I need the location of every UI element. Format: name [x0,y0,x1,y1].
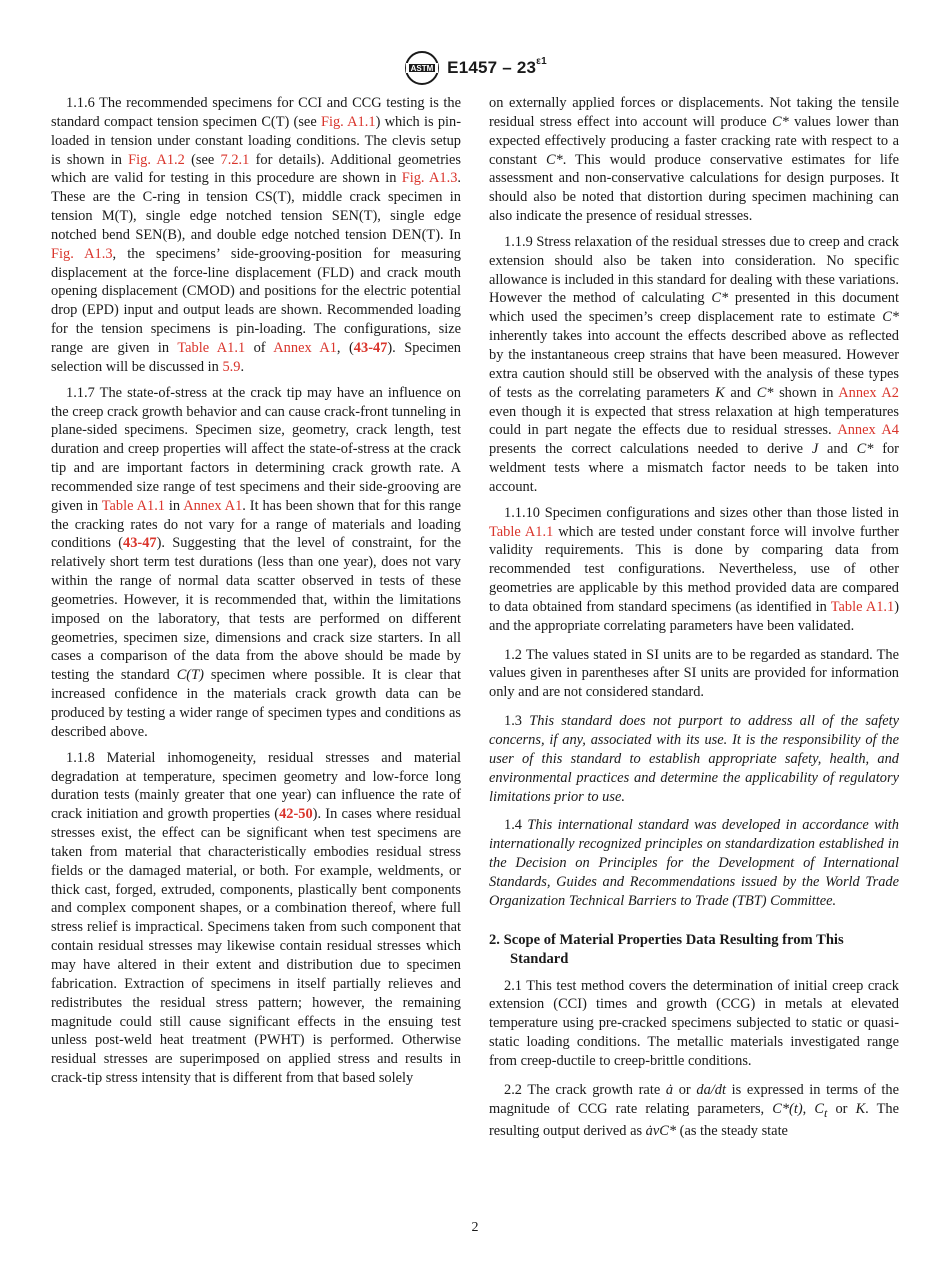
left-column [51,94,461,1088]
text: and [818,441,857,458]
text: 1.1.7 The state-of-stress at the crack tip may have an influence on the creep crack growth behavior and can cause crack-front tunneling in plane-sided specimens. Specimen size, geometry, crack length, test duration and creep properties will affect the state-of-stress at the crack tip and are important factors in determining crack growth rate. A recommended size range of test specimens and their side-grooving are given in [51,384,461,514]
standard-number-text: E1457 – 23 [447,58,537,77]
paragraph-1-1-8-continued [489,94,899,226]
text: . It has been shown that for this range the cracking rates do not vary for a range of materials and loading conditions ( [51,497,461,552]
text: in [164,497,184,514]
italic-c-star-t: C*(t) [772,1100,803,1117]
link-annex-a2[interactable]: Annex A2 [838,384,899,401]
text: 2.2 The crack growth rate [504,1081,666,1098]
text: 1.1.6 The recommended specimens for CCI and CCG testing is the standard compact tension specimen C(T) (see [51,95,461,130]
text: (see [184,151,221,168]
italic-da-dt: da/dt [696,1081,726,1098]
paragraph-1-1-8 [51,749,461,1088]
link-fig-a1-1[interactable]: Fig. A1.1 [320,113,376,130]
text: 1.3 [504,713,530,730]
italic-c-star: C* [711,290,729,307]
link-table-a1-1[interactable]: Table A1.1 [177,339,246,356]
text: ). In cases where residual stresses exist, the effect can be significant when test specimens are taken from material that characteristically embodies residual stress fields or the damaged material, or both. For example, weldments, or thick cast, forged, extruded, components, plastically bent components and complex component shapes, or a combination thereof, where full stress relief is impractical. Specimens taken from such component that contain residual stresses may likewise contain residual stresses which may have altered in their extent and distribution due to specimen fabrication. Extraction of specimens in itself partially relieves and redistributes the residual stress pattern; however, the remaining magnitude could still cause significant effects in the ensuing test unless post-weld heat treatment (PWHT) is performed. Otherwise residual stresses are superimposed on applied stress and results in crack-tip stress intensity that is different from that based solely [51,806,461,1087]
link-table-a1-1[interactable]: Table A1.1 [101,497,165,514]
text: , ( [336,339,354,356]
italic-ct: C(T) [176,667,204,684]
text: 1.4 [504,817,528,834]
text: and [724,384,757,401]
paragraph-2-1: 2.1 This test method covers the determination of initial creep crack extension (CCI) times and growth (CCG) in metals at elevated temperature using pre-cracked specimens subjected to static or quasi-static loading conditions. The metallic materials investigated range from creep-ductile to creep-brittle conditions. [489,977,899,1069]
italic-c: C [814,1100,824,1117]
italic-j: J [811,441,819,458]
subscript-t: t [823,1105,828,1120]
paragraph-1-1-10 [489,504,899,636]
text: or [673,1081,697,1098]
link-table-a1-1[interactable]: Table A1.1 [489,523,554,540]
link-section-7-2-1[interactable]: 7.2.1 [220,151,250,168]
page-header [0,48,950,88]
link-annex-a4[interactable]: Annex A4 [837,422,899,439]
link-ref-43-47[interactable]: 43-47 [123,535,157,552]
text: ) and the appropriate correlating parameters have been validated. [489,598,900,634]
italic-text: This standard does not purport to address all of the safety concerns, if any, associated with its use. It is the responsibility of the user of this standard to establish appropriate safety, health, and environmental practices and determine the applicability of regulatory limitations prior to use. [489,713,899,805]
text: for details). Additional geometries which are valid for testing in this procedure are shown in [51,151,461,187]
text: inherently takes into account the effects described above as reflected by the instantaneous creep strains that have been measured. However extra caution should still be observed with the analysis of these types of tests as the correlating parameters [489,328,899,401]
page-number: 2 [471,1220,479,1235]
astm-logo-icon [403,50,441,86]
text: ) which is pin-loaded in tension under constant loading conditions. The clevis setup is shown in [51,113,461,168]
text: 1.1.9 Stress relaxation of the residual stresses due to creep and crack extension should also be taken into consideration. No specific allowance is included in this standard for dealing with these variations. However the method of calculating [489,233,899,307]
italic-c-star: C* [756,384,774,401]
text: is expressed in terms of the magnitude of CCG rate relating parameters, [489,1081,899,1117]
text: . [240,358,245,375]
italic-c-star: C* [856,441,874,458]
text: presented in this document which used the specimen’s creep displacement rate to estimate [489,290,899,326]
text: for weldment tests where a mismatch factor needs to be taken into account. [489,441,899,495]
italic-av-c-star: ȧvC* [645,1123,677,1140]
italic-c-star: C* [882,309,899,326]
paragraph-1-3 [489,712,899,806]
link-table-a1-1[interactable]: Table A1.1 [830,598,895,615]
link-annex-a1[interactable]: Annex A1 [273,339,337,356]
link-ref-43-47[interactable]: 43-47 [353,339,388,356]
text: . The resulting output derived as [489,1100,899,1140]
text: ). Suggesting that the level of constraint, for the relatively short term test durations (less than one year), does not vary within the range of normal data scatter observed in tests of these geometries. However, it is recommended that, within the limitations imposed on the laboratory, that tests are performed on different geometries, specimen size, dimensions and crack size starters. In all cases a comparison of the data from the above should be made by testing the standard [51,535,461,684]
link-section-5-9[interactable]: 5.9 [222,358,241,375]
text: even though it is expected that stress relaxation at high temperatures could in part negate the effects due to residual stresses. [489,403,899,439]
italic-k: K [715,384,725,401]
text: or [827,1100,856,1117]
paragraph-1-1-9 [489,233,899,497]
text: . This would produce conservative estimates for life assessment and non-conservative calculations for design purposes. It should also be noted that distortion during specimen machining can also indicate the presence of residual stresses. [489,151,900,225]
text: , the specimens’ side-grooving-position for measuring displacement at the force-line displacement (FLD) and crack mouth opening displacement (CMOD) and positions for the electric potential drop (EPD) input and output leads are shown. Recommended loading for the tension specimens is pin-loading. The configurations, size range are given in [51,245,461,356]
italic-k: K [855,1100,866,1117]
link-annex-a1[interactable]: Annex A1 [183,497,243,514]
text: values lower than expected effectively producing a faster cracking rate with respect to a constant [489,113,899,168]
italic-a-dot: ȧ [665,1081,674,1098]
section-2-heading: 2. Scope of Material Properties Data Resulting from This Standard [489,931,844,967]
text: which are tested under constant force will involve further validity requirements. This is done by comparing data from recommended test configurations. Nevertheless, use of other geometries are applicable by this method provided data are compared to data obtained from standard specimens (as identified in [489,523,899,615]
text: (as the steady state [676,1123,788,1140]
paragraph-2-2 [489,1081,899,1141]
paragraph-1-4 [489,816,899,910]
text: 1.1.10 Specimen configurations and sizes other than those listed in [504,504,899,521]
text: shown in [773,384,839,401]
link-ref-42-50[interactable]: 42-50 [279,806,313,823]
standard-number [447,58,547,78]
paragraph-1-1-6 [51,94,461,377]
italic-c-star: C* [771,113,789,130]
text: ). Specimen selection will be discussed in [51,339,461,375]
standard-number-superscript: ε1 [536,56,547,68]
text: , [802,1100,815,1117]
right-column [489,94,899,1141]
astm-logo-text: ASTM [410,64,434,73]
text: specimen where possible. It is clear that increased confidence in the materials crack growth data can be produced by testing a wider range of specimen types and conditions as described above. [51,667,462,740]
text: presents the correct calculations needed to derive [489,441,812,458]
text: 1.1.8 Material inhomogeneity, residual stresses and material degradation at temperature, specimen geometry and low-force long duration tests (mainly greater that one year) can influence the rate of crack initiation and growth properties ( [51,749,461,823]
link-fig-a1-3[interactable]: Fig. A1.3 [51,245,113,262]
text: on externally applied forces or displacements. Not taking the tensile residual stress effect into account will produce [489,95,899,130]
text: . These are the C-ring in tension CS(T), middle crack specimen in tension M(T), single edge notched tension SEN(T), single edge notched bend SEN(B), and double edge notched tension DEN(T). In [51,170,461,243]
link-fig-a1-2[interactable]: Fig. A1.2 [128,151,185,168]
paragraph-1-1-7 [51,384,461,742]
paragraph-1-2: 1.2 The values stated in SI units are to be regarded as standard. The values given in parentheses after SI units are provided for information only and are not considered standard. [489,646,899,701]
italic-c-star: C* [545,151,563,168]
link-fig-a1-3[interactable]: Fig. A1.3 [401,170,458,187]
italic-text: This international standard was developed in accordance with internationally recognized principles on standardization established in the Decision on Principles for the Development of International Standards, Guides and Recommendations issued by the World Trade Organization Technical Barriers to Trade (TBT) Committee. [489,817,899,909]
text: of [245,339,274,356]
